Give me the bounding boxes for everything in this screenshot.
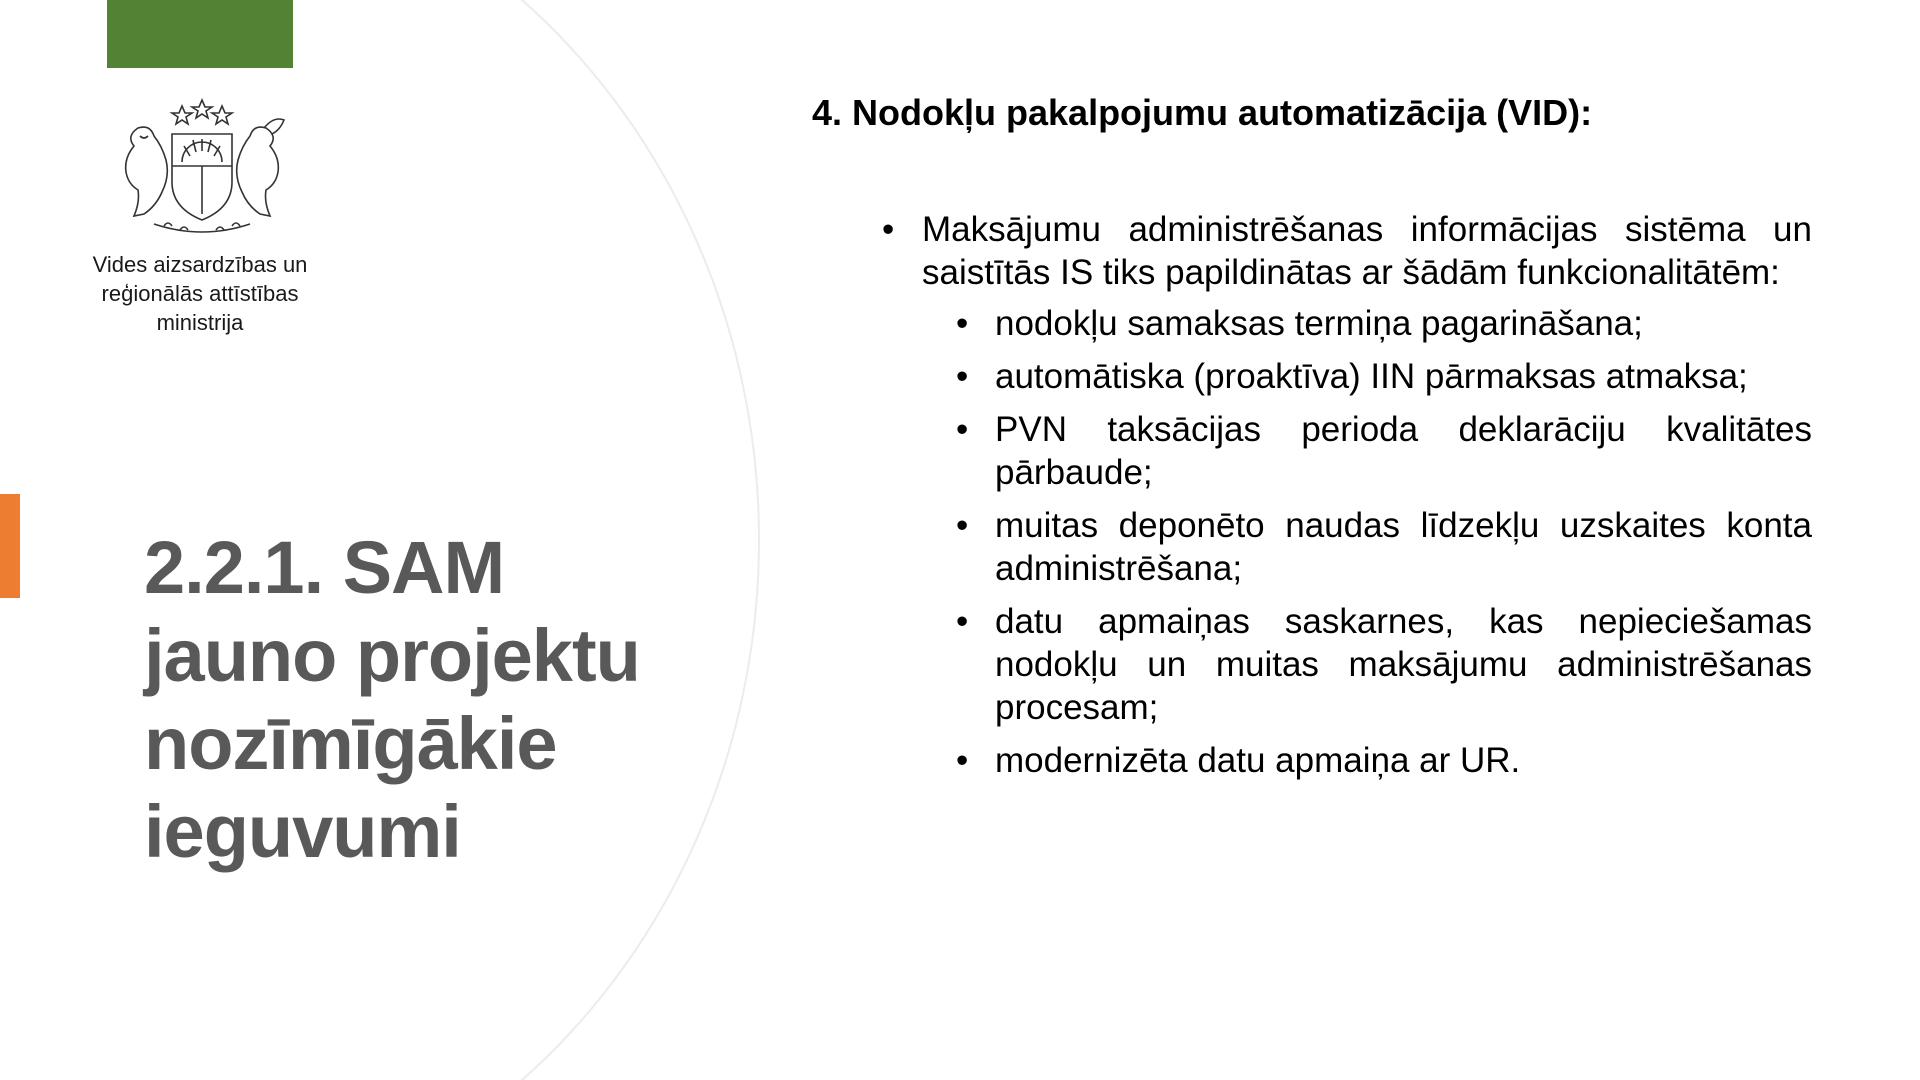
sub-bullet-item [882,408,1812,494]
slide-title-line: jauno projektu [144,614,640,697]
green-accent-bar [107,0,293,68]
coat-of-arms-logo [104,96,300,240]
bullet-icon: • [882,210,895,249]
ministry-line: ministrija [156,310,244,335]
slide-title-line: 2.2.1. SAM [144,526,505,609]
ministry-line: reģionālās attīstības [101,281,299,306]
sub-bullet-text: PVN taksācijas perioda deklarāciju kvalitātes pārbaude; [995,410,1812,492]
bullet-icon: • [956,602,969,641]
section-heading: 4. Nodokļu pakalpojumu automatizācija (VID): [812,92,1593,133]
sub-bullet-item [882,302,1812,345]
bullet-content [882,208,1812,792]
slide-title-line: nozīmīgākie [144,702,557,785]
ministry-line: Vides aizsardzības un [92,252,308,277]
sub-bullet-item [882,504,1812,590]
bullet-icon: • [956,410,969,449]
sub-bullet-text: datu apmaiņas saskarnes, kas nepieciešamas nodokļu un muitas maksājumu administrēšanas procesam; [995,602,1812,727]
sub-bullet-list [882,302,1812,782]
ministry-name [60,250,340,337]
sub-bullet-item [882,600,1812,729]
main-bullet-text: Maksājumu administrēšanas informācijas sistēma un saistītās IS tiks papildinātas ar šādām funkcionalitātēm: [922,210,1812,292]
orange-accent-bar [0,494,20,598]
slide-title-line: ieguvumi [144,790,461,873]
slide-title [144,524,704,876]
bullet-icon: • [956,357,969,396]
main-bullet-item [882,208,1812,294]
bullet-icon: • [956,304,969,343]
sub-bullet-text: nodokļu samaksas termiņa pagarināšana; [995,304,1643,343]
sub-bullet-item [882,355,1812,398]
bullet-icon: • [956,506,969,545]
sub-bullet-item [882,739,1812,782]
bullet-icon: • [956,741,969,780]
sub-bullet-text: modernizēta datu apmaiņa ar UR. [995,741,1521,780]
sub-bullet-text: muitas deponēto naudas līdzekļu uzskaites konta administrēšana; [995,506,1812,588]
sub-bullet-text: automātiska (proaktīva) IIN pārmaksas atmaksa; [995,357,1748,396]
